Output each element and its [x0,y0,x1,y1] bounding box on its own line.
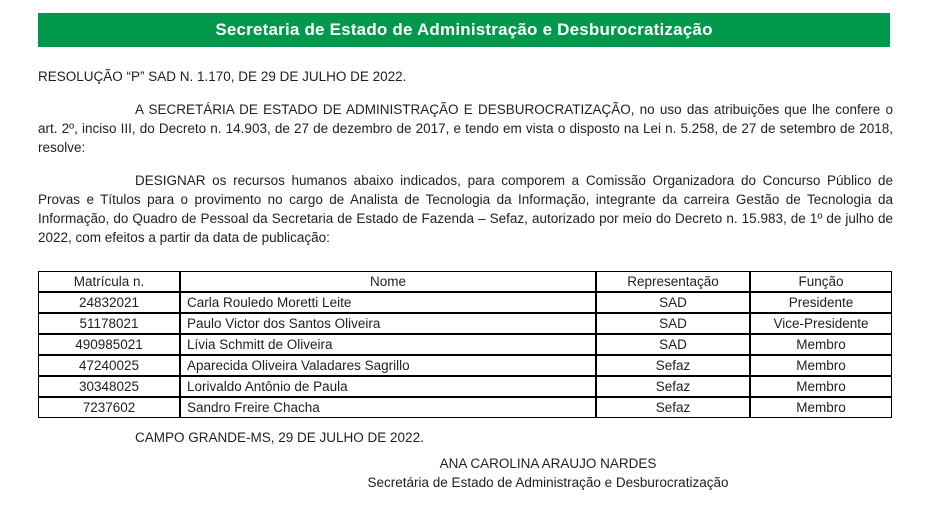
commission-table [38,271,892,418]
table-row [38,313,892,334]
cell-matricula: 7237602 [38,397,180,418]
cell-matricula: 51178021 [38,313,180,334]
signature-name: ANA CAROLINA ARAUJO NARDES [439,456,657,471]
cell-nome: Paulo Victor dos Santos Oliveira [180,313,596,334]
column-header-matricula: Matrícula n. [38,271,180,292]
table-row [38,376,892,397]
cell-representacao: SAD [596,292,750,313]
cell-representacao: Sefaz [596,397,750,418]
paragraph-preamble: A SECRETÁRIA DE ESTADO DE ADMINISTRAÇÃO E DESBUROCRATIZAÇÃO, no uso das atribuições que lhe confere o art. 2º, inciso III, do Decreto n. 14.903, de 27 de dezembro de 2017, e tendo em vista o disposto na Lei n. 5.258, de 27 de setembro de 2018, resolve: [38,102,893,155]
resolution-number-line: RESOLUÇÃO “P” SAD N. 1.170, DE 29 DE JULHO DE 2022. [38,69,407,84]
cell-representacao: SAD [596,313,750,334]
table-row [38,397,892,418]
cell-matricula: 490985021 [38,334,180,355]
table-row [38,355,892,376]
cell-nome: Lorivaldo Antônio de Paula [180,376,596,397]
cell-matricula: 24832021 [38,292,180,313]
header-banner-title: Secretaria de Estado de Administração e Desburocratização [215,20,713,39]
cell-matricula: 47240025 [38,355,180,376]
cell-nome: Carla Rouledo Moretti Leite [180,292,596,313]
cell-funcao: Vice-Presidente [750,313,892,334]
cell-funcao: Membro [750,397,892,418]
cell-nome: Sandro Freire Chacha [180,397,596,418]
cell-representacao: Sefaz [596,355,750,376]
signature-block [153,454,943,492]
table-row [38,292,892,313]
cell-representacao: Sefaz [596,376,750,397]
signature-role: Secretária de Estado de Administração e Desburocratização [367,475,729,490]
cell-funcao: Presidente [750,292,892,313]
column-header-nome: Nome [180,271,596,292]
table-row [38,334,892,355]
cell-matricula: 30348025 [38,376,180,397]
cell-nome: Aparecida Oliveira Valadares Sagrillo [180,355,596,376]
table-header-row [38,271,892,292]
column-header-funcao: Função [750,271,892,292]
paragraph-designar: DESIGNAR os recursos humanos abaixo indicados, para comporem a Comissão Organizadora do Concurso Público de Provas e Títulos para o provimento no cargo de Analista de Tecnologia da Informação, integrante da carreira Gestão de Tecnologia da Informação, do Quadro de Pessoal da Secretaria de Estado de Fazenda – Sefaz, autorizado por meio do Decreto n. 15.983, de 1º de julho de 2022, com efeitos a partir da data de publicação: [38,173,893,245]
column-header-representacao: Representação [596,271,750,292]
cell-funcao: Membro [750,334,892,355]
cell-nome: Lívia Schmitt de Oliveira [180,334,596,355]
cell-representacao: SAD [596,334,750,355]
cell-funcao: Membro [750,355,892,376]
header-banner [38,13,890,47]
date-place-line: CAMPO GRANDE-MS, 29 DE JULHO DE 2022. [135,430,424,445]
cell-funcao: Membro [750,376,892,397]
